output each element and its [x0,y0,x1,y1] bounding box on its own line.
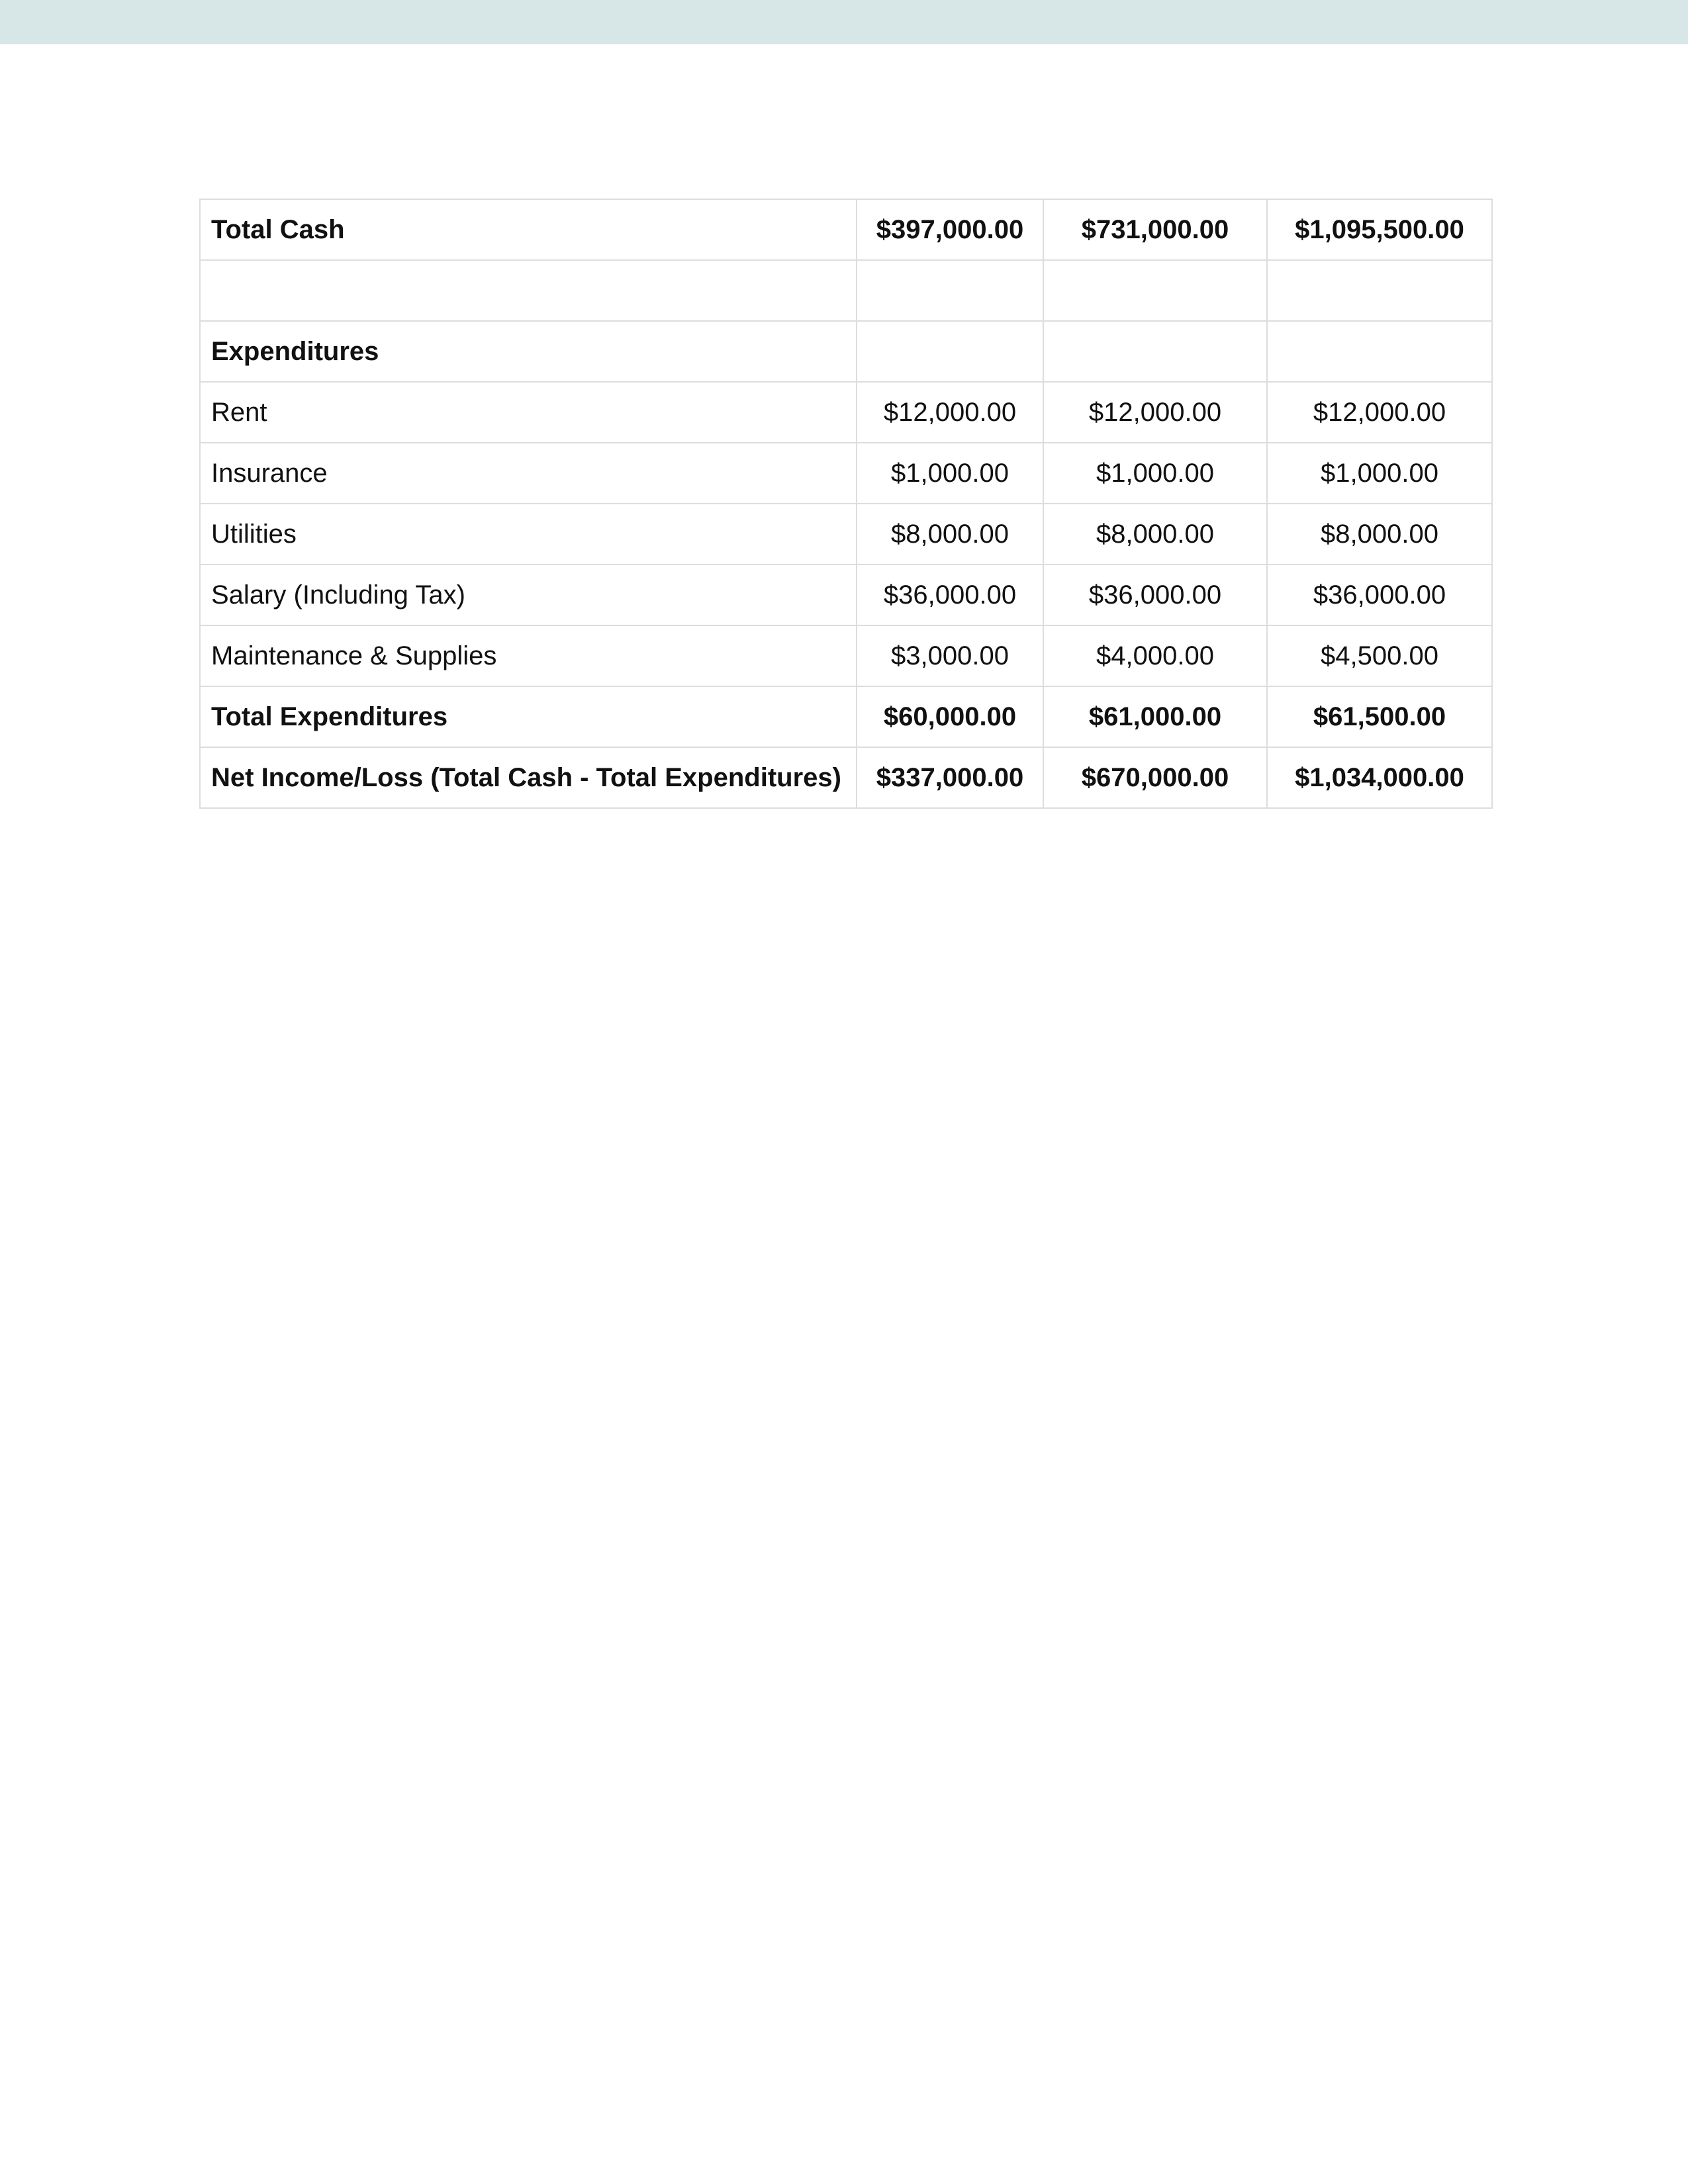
row-label: Rent [200,382,857,443]
value-cell: $36,000.00 [857,565,1043,625]
table-row-total-cash [200,199,1492,260]
value-cell: $8,000.00 [1043,504,1267,565]
value-cell: $1,034,000.00 [1267,747,1492,808]
value-cell: $1,000.00 [857,443,1043,504]
value-cell: $1,000.00 [1043,443,1267,504]
table-row-expenditures-heading [200,321,1492,382]
value-cell: $61,500.00 [1267,686,1492,747]
value-cell [1267,260,1492,321]
value-cell: $4,500.00 [1267,625,1492,686]
value-cell: $3,000.00 [857,625,1043,686]
value-cell: $4,000.00 [1043,625,1267,686]
value-cell: $1,095,500.00 [1267,199,1492,260]
value-cell: $8,000.00 [857,504,1043,565]
value-cell: $12,000.00 [1043,382,1267,443]
value-cell: $36,000.00 [1267,565,1492,625]
value-cell [1267,321,1492,382]
table-row-total-expenditures [200,686,1492,747]
table-row-blank [200,260,1492,321]
value-cell: $36,000.00 [1043,565,1267,625]
row-label [200,260,857,321]
table-row-maintenance [200,625,1492,686]
value-cell [1043,321,1267,382]
value-cell: $8,000.00 [1267,504,1492,565]
value-cell: $12,000.00 [1267,382,1492,443]
row-label: Maintenance & Supplies [200,625,857,686]
value-cell: $1,000.00 [1267,443,1492,504]
row-label: Total Cash [200,199,857,260]
table-row-rent [200,382,1492,443]
value-cell: $60,000.00 [857,686,1043,747]
financial-summary-table [199,199,1493,809]
top-header-band [0,0,1688,44]
value-cell: $397,000.00 [857,199,1043,260]
row-label: Utilities [200,504,857,565]
value-cell: $731,000.00 [1043,199,1267,260]
table-row-net-income [200,747,1492,808]
table-row-salary [200,565,1492,625]
value-cell [857,321,1043,382]
row-label: Net Income/Loss (Total Cash - Total Expenditures) [200,747,857,808]
row-label: Expenditures [200,321,857,382]
value-cell: $12,000.00 [857,382,1043,443]
row-label: Insurance [200,443,857,504]
value-cell: $337,000.00 [857,747,1043,808]
table-row-insurance [200,443,1492,504]
value-cell: $670,000.00 [1043,747,1267,808]
table-row-utilities [200,504,1492,565]
row-label: Salary (Including Tax) [200,565,857,625]
value-cell [857,260,1043,321]
value-cell [1043,260,1267,321]
value-cell: $61,000.00 [1043,686,1267,747]
row-label: Total Expenditures [200,686,857,747]
